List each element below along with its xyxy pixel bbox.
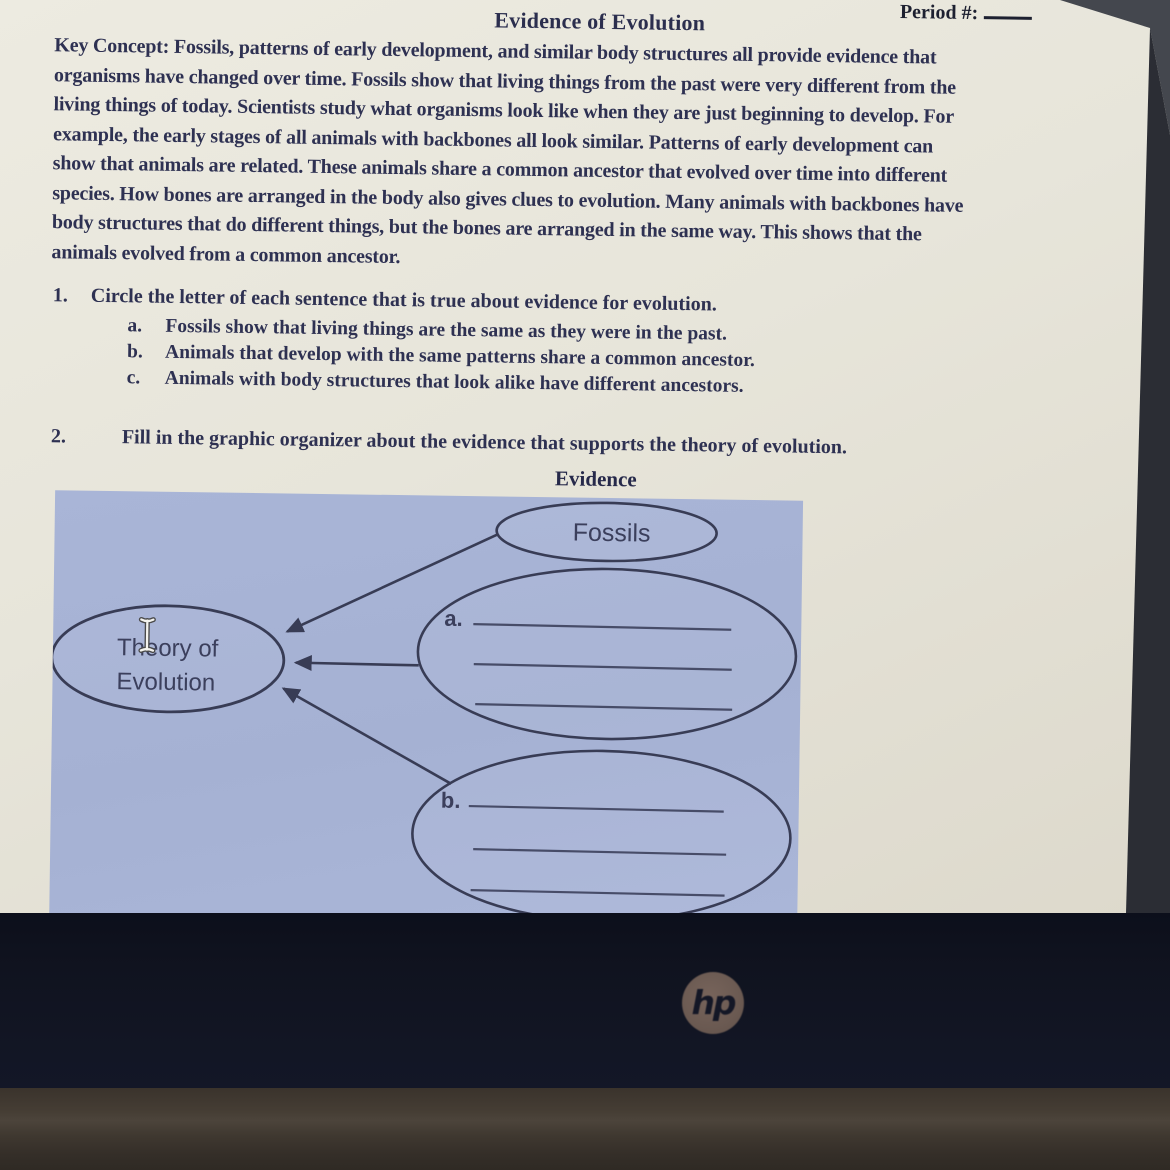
question-2-prompt: Fill in the graphic organizer about the evidence that supports the theory of evolution. bbox=[121, 426, 848, 459]
key-concept-line: body structures that do different things, but the bones are arranged in the same way. This shows that the bbox=[51, 211, 922, 246]
key-concept-line: species. How bones are arranged in the body also gives clues to evolution. Many animals with backbones have bbox=[52, 181, 964, 217]
fossils-label: Fossils bbox=[572, 518, 651, 548]
laptop-hinge bbox=[0, 1088, 1170, 1170]
option-a-letter[interactable]: a. bbox=[127, 315, 143, 337]
hp-logo bbox=[682, 972, 744, 1034]
question-1-prompt: Circle the letter of each sentence that is true about evidence for evolution. bbox=[90, 284, 717, 316]
option-b-letter[interactable]: b. bbox=[126, 341, 143, 363]
key-concept-line: organisms have changed over time. Fossils show that living things from the past were very different from the bbox=[53, 63, 957, 99]
key-concept-line: animals evolved from a common ancestor. bbox=[51, 240, 401, 268]
option-a-text: Fossils show that living things are the same as they were in the past. bbox=[165, 315, 728, 345]
option-c-text: Animals with body structures that look alike have different ancestors. bbox=[164, 367, 744, 397]
hp-logo-text: hp bbox=[691, 982, 735, 1022]
key-concept-line: living things of today. Scientists study what organisms look like when they are just beginning to develop. For bbox=[53, 93, 955, 128]
organizer-heading: Evidence bbox=[554, 466, 637, 492]
theory-label-line2: Evolution bbox=[116, 668, 216, 697]
slot-a-letter: a. bbox=[444, 605, 463, 631]
question-2-number: 2. bbox=[50, 425, 67, 448]
key-concept-line: example, the early stages of all animals with backbones all look similar. Patterns of early development can bbox=[52, 122, 934, 157]
page-title: Evidence of Evolution bbox=[494, 7, 706, 36]
slot-b-letter: b. bbox=[440, 787, 461, 813]
laptop-bezel bbox=[0, 913, 1170, 1088]
option-b-text: Animals that develop with the same patterns share a common ancestor. bbox=[164, 341, 756, 372]
question-1-number: 1. bbox=[52, 284, 69, 307]
theory-label-line1: Theory of bbox=[116, 634, 219, 663]
key-concept-line: Key Concept: Fossils, patterns of early development, and similar body structures all provide evidence that bbox=[54, 34, 937, 69]
period-label: Period #: bbox=[899, 1, 979, 25]
key-concept-line: show that animals are related. These animals share a common ancestor that evolved over time into different bbox=[52, 152, 948, 187]
option-c-letter[interactable]: c. bbox=[126, 367, 141, 389]
